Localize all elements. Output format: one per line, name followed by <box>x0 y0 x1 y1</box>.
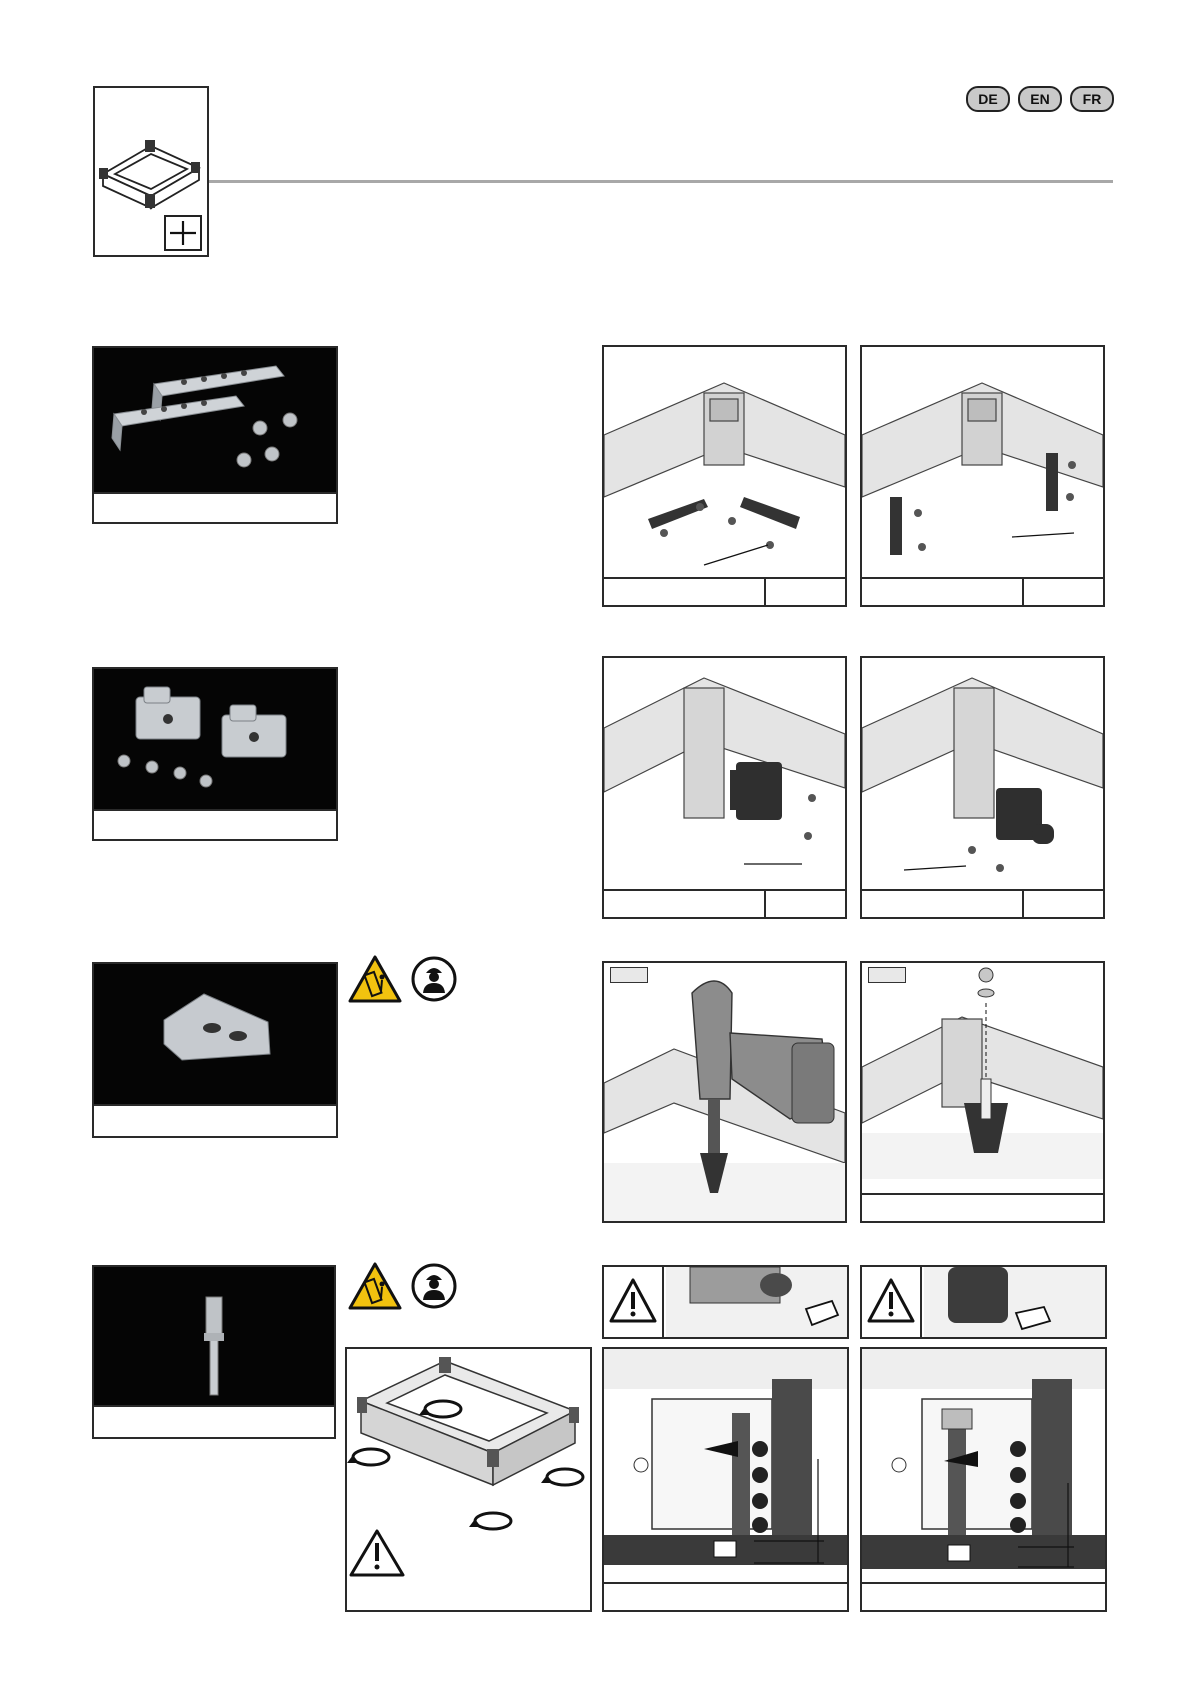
lang-badge-de[interactable]: DE <box>966 86 1010 112</box>
step-drill-plate <box>602 961 847 1223</box>
frame-corner-piece-alt-illustration <box>862 658 1103 891</box>
step-spindle-adjust-left <box>602 1347 849 1612</box>
product-photo-mounting-brackets <box>92 346 338 524</box>
photo-caption <box>94 492 336 522</box>
warning-divider <box>920 1267 922 1337</box>
spindle-adjust-lowered-illustration <box>862 1349 1105 1585</box>
step-caption-row <box>604 577 845 605</box>
step-corner-piece-mount-right <box>860 656 1105 919</box>
step-caption-row <box>862 1582 1105 1610</box>
corner-piece-product-image <box>94 669 336 813</box>
warning-panel-right <box>860 1265 1107 1339</box>
base-frame-leveling-illustration <box>347 1349 590 1610</box>
qualified-person-icon <box>410 955 458 1003</box>
warning-triangle-icon <box>608 1277 658 1325</box>
step-insert-spindle <box>860 961 1105 1223</box>
frame-corner-piece-illustration <box>604 658 845 891</box>
step-caption-row <box>862 1193 1103 1221</box>
step-caption-row <box>862 889 1103 917</box>
warning-divider <box>662 1267 664 1337</box>
step-corner-piece-mount-left <box>602 656 847 919</box>
bracket-product-image <box>94 348 336 494</box>
header-rule <box>209 180 1113 183</box>
lang-badge-fr[interactable]: FR <box>1070 86 1114 112</box>
spindle-product-image <box>94 1267 334 1409</box>
spindle-adjust-illustration <box>604 1349 847 1585</box>
base-frame-icon <box>95 88 207 255</box>
lang-badge-en[interactable]: EN <box>1018 86 1062 112</box>
spindle-detail-photo <box>666 1267 847 1337</box>
step-spindle-adjust-right <box>860 1347 1107 1612</box>
tipping-hazard-icon <box>348 1262 402 1310</box>
product-photo-adjusting-spindle <box>92 1265 336 1439</box>
qualified-person-icon <box>410 1262 458 1310</box>
warning-triangle-icon <box>351 1531 403 1575</box>
warning-panel-left <box>602 1265 849 1339</box>
drill-illustration <box>604 963 845 1221</box>
step-bracket-mount-left <box>602 345 847 607</box>
product-photo-corner-pieces <box>92 667 338 841</box>
photo-caption <box>94 1104 336 1136</box>
photo-caption <box>94 809 336 839</box>
step-caption-row <box>604 889 845 917</box>
step-bracket-mount-right <box>860 345 1105 607</box>
step-caption-row <box>862 577 1103 605</box>
spindle-insert-illustration <box>862 963 1103 1195</box>
frame-corner-bracket-vertical-illustration <box>862 347 1103 579</box>
spindle-detail-photo <box>924 1267 1105 1337</box>
frame-corner-bracket-illustration <box>604 347 845 579</box>
warning-triangle-icon <box>866 1277 916 1325</box>
plate-product-image <box>94 964 336 1108</box>
product-icon-box <box>93 86 209 257</box>
frame-leveling-overview <box>345 1347 592 1612</box>
tipping-hazard-icon <box>348 955 402 1003</box>
photo-caption <box>94 1405 334 1437</box>
step-caption-row <box>604 1582 847 1610</box>
product-photo-plate <box>92 962 338 1138</box>
